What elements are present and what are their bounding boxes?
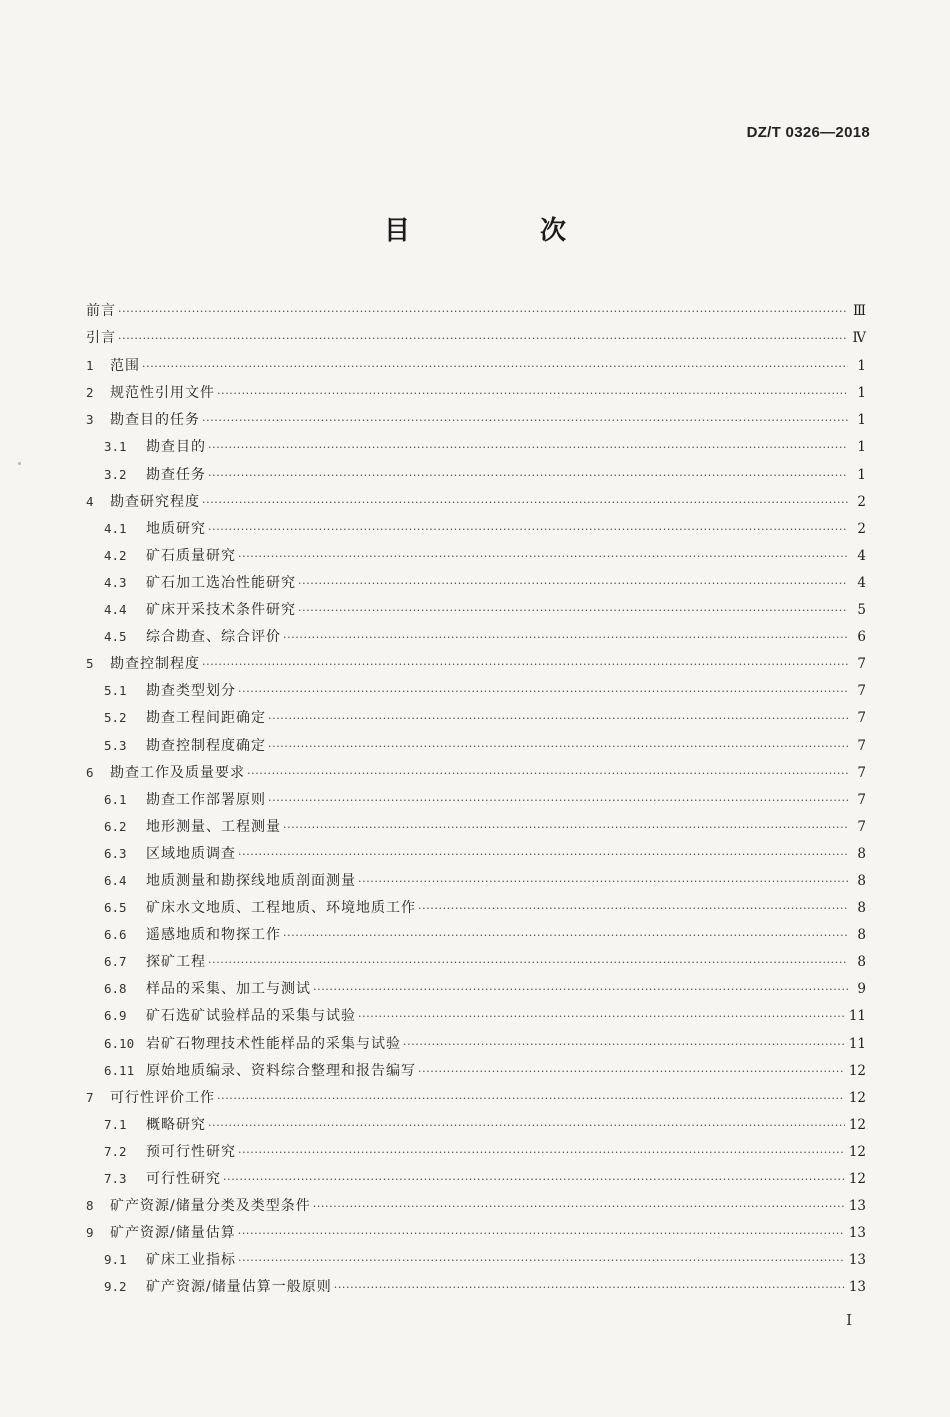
- toc-entry[interactable]: [86, 1138, 866, 1165]
- toc-entry-number: 7.1: [104, 1116, 127, 1132]
- toc-entry[interactable]: [86, 542, 866, 569]
- toc-entry-title: 矿石质量研究: [146, 547, 236, 564]
- toc-entry-page: 7: [857, 818, 866, 835]
- toc-entry-page: 13: [848, 1198, 866, 1215]
- toc-entry-title: 预可行性研究: [146, 1143, 236, 1160]
- toc-entry-title: 地形测量、工程测量: [146, 818, 281, 835]
- toc-entry-page: 8: [857, 872, 866, 889]
- toc-dot-leader: [298, 597, 848, 624]
- toc-entry-title: 范围: [110, 358, 140, 375]
- toc-entry[interactable]: [86, 1002, 866, 1029]
- toc-entry-title: 矿石加工选冶性能研究: [146, 574, 296, 591]
- toc-entry[interactable]: [86, 921, 866, 948]
- toc-entry[interactable]: [86, 813, 866, 840]
- toc-entry-page: 1: [857, 412, 866, 429]
- toc-dot-leader: [238, 543, 848, 570]
- toc-dot-leader: [238, 1247, 845, 1274]
- toc-entry[interactable]: [86, 840, 866, 867]
- toc-entry[interactable]: [86, 975, 866, 1002]
- toc-entry[interactable]: [86, 786, 866, 813]
- toc-dot-leader: [217, 1085, 845, 1112]
- toc-dot-leader: [358, 868, 848, 895]
- toc-entry-page: Ⅳ: [852, 330, 866, 347]
- toc-entry-title: 勘查任务: [146, 466, 206, 483]
- toc-dot-leader: [283, 814, 848, 841]
- toc-entry-title: 矿石选矿试验样品的采集与试验: [146, 1008, 356, 1025]
- toc-entry-title: 可行性研究: [146, 1171, 221, 1187]
- toc-entry-page: 7: [857, 791, 866, 808]
- toc-dot-leader: [268, 787, 848, 814]
- toc-entry[interactable]: [86, 867, 866, 894]
- toc-entry[interactable]: [86, 1219, 866, 1246]
- toc-entry-page: 9: [857, 981, 866, 998]
- toc-dot-leader: [202, 489, 848, 516]
- toc-dot-leader: [313, 976, 848, 1003]
- toc-entry[interactable]: [86, 325, 866, 352]
- toc-entry-number: 4.3: [104, 574, 127, 590]
- toc-entry[interactable]: [86, 1165, 866, 1192]
- toc-entry[interactable]: [86, 1192, 866, 1219]
- toc-dot-leader: [118, 325, 848, 352]
- toc-entry-page: 7: [857, 656, 866, 673]
- toc-entry[interactable]: [86, 1057, 866, 1084]
- toc-entry-title: 矿产资源/储量分类及类型条件: [110, 1198, 311, 1215]
- toc-entry[interactable]: [86, 894, 866, 921]
- toc-dot-leader: [208, 462, 848, 489]
- toc-dot-leader: [238, 1139, 845, 1166]
- toc-dot-leader: [334, 1274, 845, 1301]
- toc-entry-page: 13: [848, 1252, 866, 1269]
- toc-entry-title: 地质研究: [146, 520, 206, 537]
- toc-dot-leader: [283, 922, 848, 949]
- toc-entry-number: 4.2: [104, 547, 127, 563]
- toc-dot-leader: [238, 1220, 845, 1247]
- toc-dot-leader: [283, 624, 848, 651]
- toc-entry-page: 4: [857, 574, 866, 591]
- toc-entry-number: 5.2: [104, 710, 127, 726]
- toc-entry-number: 6.1: [104, 791, 127, 807]
- toc-dot-leader: [238, 841, 848, 868]
- toc-dot-leader: [247, 760, 848, 787]
- toc-dot-leader: [223, 1166, 845, 1193]
- toc-entry-page: 5: [857, 602, 866, 619]
- toc-entry[interactable]: [86, 759, 866, 786]
- toc-entry-title: 区域地质调查: [146, 845, 236, 862]
- toc-entry-number: 4.4: [104, 602, 127, 618]
- toc-entry[interactable]: [86, 948, 866, 975]
- toc-dot-leader: [208, 949, 848, 976]
- toc-dot-leader: [208, 1112, 845, 1139]
- toc-entry-number: 6.6: [104, 927, 127, 943]
- toc-entry-title: 矿产资源/储量估算一般原则: [146, 1279, 332, 1296]
- toc-entry-title: 勘查目的: [146, 439, 206, 456]
- toc-entry[interactable]: [86, 704, 866, 731]
- toc-entry-page: 6: [857, 629, 866, 646]
- toc-entry[interactable]: [86, 1084, 866, 1111]
- toc-entry-title: 综合勘查、综合评价: [146, 629, 281, 646]
- toc-dot-leader: [118, 298, 848, 325]
- toc-entry-page: 7: [857, 764, 866, 781]
- toc-entry-page: 2: [857, 493, 866, 510]
- toc-dot-leader: [202, 407, 848, 434]
- toc-dot-leader: [202, 651, 848, 678]
- toc-entry-title: 勘查工作部署原则: [146, 791, 266, 808]
- toc-entry-page: 12: [848, 1116, 866, 1133]
- toc-entry-page: 8: [857, 845, 866, 862]
- toc-entry-title: 勘查工作及质量要求: [110, 764, 245, 781]
- toc-entry-page: 1: [857, 358, 866, 375]
- toc-entry-number: 7.3: [104, 1171, 127, 1186]
- toc-dot-leader: [298, 570, 848, 597]
- toc-entry-title: 规范性引用文件: [110, 385, 215, 402]
- toc-entry[interactable]: [86, 406, 866, 433]
- toc-entry-title: 矿床开采技术条件研究: [146, 602, 296, 619]
- toc-dot-leader: [217, 380, 848, 407]
- page-number: I: [846, 1311, 852, 1329]
- toc-entry-number: 7: [86, 1089, 94, 1105]
- toc-entry-page: 11: [848, 1008, 866, 1025]
- toc-dot-leader: [403, 1031, 845, 1058]
- toc-entry-number: 6.11: [104, 1062, 135, 1078]
- toc-entry-title: 勘查目的任务: [110, 412, 200, 429]
- toc-dot-leader: [142, 353, 848, 380]
- toc-entry-number: 5.1: [104, 683, 127, 699]
- toc-entry-page: 13: [848, 1279, 866, 1296]
- toc-entry-number: 8: [86, 1198, 94, 1214]
- toc-entry[interactable]: [86, 1273, 866, 1300]
- toc-entry-title: 勘查类型划分: [146, 683, 236, 700]
- toc-entry[interactable]: [86, 352, 866, 379]
- toc-entry-number: 2: [86, 385, 94, 401]
- toc-entry-number: 4.5: [104, 629, 127, 645]
- toc-entry[interactable]: [86, 732, 866, 759]
- toc-entry[interactable]: [86, 488, 866, 515]
- toc-entry[interactable]: [86, 515, 866, 542]
- toc-entry-page: 12: [848, 1062, 866, 1079]
- toc-entry-number: 6: [86, 764, 94, 780]
- toc-entry-page: 4: [857, 547, 866, 564]
- toc-entry-number: 6.2: [104, 818, 127, 834]
- toc-entry-title: 遥感地质和物探工作: [146, 927, 281, 944]
- toc-entry[interactable]: [86, 461, 866, 488]
- toc-entry[interactable]: [86, 1246, 866, 1273]
- toc-entry-title: 概略研究: [146, 1116, 206, 1133]
- toc-entry-page: 8: [857, 954, 866, 971]
- page-title: 目 次: [383, 216, 618, 246]
- toc-entry-title: 前言: [86, 303, 116, 319]
- toc-entry-title: 勘查工程间距确定: [146, 710, 266, 727]
- toc-entry[interactable]: [86, 298, 866, 325]
- toc-entry-page: 7: [857, 710, 866, 727]
- toc-entry[interactable]: [86, 677, 866, 704]
- toc-entry-number: 5.3: [104, 737, 127, 753]
- toc-entry-number: 4: [86, 493, 94, 509]
- document-code: DZ/T 0326—2018: [746, 124, 870, 141]
- toc-entry-number: 6.4: [104, 872, 127, 888]
- toc-entry[interactable]: [86, 650, 866, 677]
- toc-entry-page: 12: [848, 1089, 866, 1106]
- toc-entry-page: 7: [857, 737, 866, 754]
- toc-entry-title: 引言: [86, 330, 116, 347]
- toc-entry-number: 6.10: [104, 1035, 135, 1051]
- toc-entry-title: 矿床水文地质、工程地质、环境地质工作: [146, 900, 416, 917]
- toc-dot-leader: [418, 1058, 845, 1085]
- toc-entry[interactable]: [86, 569, 866, 596]
- toc-dot-leader: [268, 705, 848, 732]
- toc-entry-number: 7.2: [104, 1143, 127, 1159]
- toc-dot-leader: [313, 1193, 845, 1220]
- toc-dot-leader: [238, 678, 848, 705]
- toc-entry-number: 4.1: [104, 520, 127, 536]
- toc-entry-title: 探矿工程: [146, 954, 206, 971]
- toc-entry-page: 7: [857, 683, 866, 700]
- toc-dot-leader: [358, 1003, 845, 1030]
- toc-entry-page: 8: [857, 927, 866, 944]
- toc-entry[interactable]: [86, 596, 866, 623]
- toc-entry[interactable]: [86, 379, 866, 406]
- toc-entry-title: 勘查控制程度确定: [146, 737, 266, 754]
- toc-entry-number: 3: [86, 412, 94, 428]
- table-of-contents: [86, 298, 866, 1300]
- toc-entry-page: 2: [857, 520, 866, 537]
- toc-entry-number: 9.1: [104, 1252, 127, 1268]
- toc-entry-page: 1: [857, 466, 866, 483]
- toc-entry-title: 矿产资源/储量估算: [110, 1225, 236, 1242]
- toc-dot-leader: [418, 895, 848, 922]
- toc-dot-leader: [208, 434, 848, 461]
- toc-entry-title: 地质测量和勘探线地质剖面测量: [146, 872, 356, 889]
- toc-entry-number: 9.2: [104, 1279, 127, 1295]
- toc-entry[interactable]: [86, 433, 866, 460]
- toc-entry-title: 可行性评价工作: [110, 1089, 215, 1106]
- toc-entry-number: 6.9: [104, 1008, 127, 1024]
- toc-entry-title: 样品的采集、加工与测试: [146, 981, 311, 998]
- toc-entry-number: 9: [86, 1225, 94, 1241]
- toc-dot-leader: [268, 733, 848, 760]
- toc-entry-number: 3.2: [104, 466, 127, 482]
- toc-entry-page: 12: [848, 1171, 866, 1187]
- toc-entry[interactable]: [86, 623, 866, 650]
- toc-entry-page: 12: [848, 1143, 866, 1160]
- scan-speck: [18, 462, 21, 465]
- toc-entry-page: 13: [848, 1225, 866, 1242]
- toc-entry-title: 岩矿石物理技术性能样品的采集与试验: [146, 1035, 401, 1052]
- toc-entry[interactable]: [86, 1111, 866, 1138]
- toc-entry[interactable]: [86, 1030, 866, 1057]
- toc-entry-page: Ⅲ: [852, 303, 866, 319]
- toc-entry-number: 5: [86, 656, 94, 672]
- toc-entry-title: 矿床工业指标: [146, 1252, 236, 1269]
- toc-entry-number: 6.5: [104, 900, 127, 916]
- toc-dot-leader: [208, 516, 848, 543]
- toc-entry-page: 1: [857, 385, 866, 402]
- toc-entry-number: 6.3: [104, 845, 127, 861]
- toc-entry-number: 6.8: [104, 981, 127, 997]
- toc-entry-number: 6.7: [104, 954, 127, 970]
- toc-entry-title: 勘查研究程度: [110, 493, 200, 510]
- toc-entry-title: 原始地质编录、资料综合整理和报告编写: [146, 1062, 416, 1079]
- toc-entry-number: 1: [86, 358, 94, 374]
- toc-entry-page: 8: [857, 900, 866, 917]
- toc-entry-page: 1: [857, 439, 866, 456]
- toc-entry-page: 11: [848, 1035, 866, 1052]
- toc-entry-number: 3.1: [104, 439, 127, 455]
- toc-entry-title: 勘查控制程度: [110, 656, 200, 673]
